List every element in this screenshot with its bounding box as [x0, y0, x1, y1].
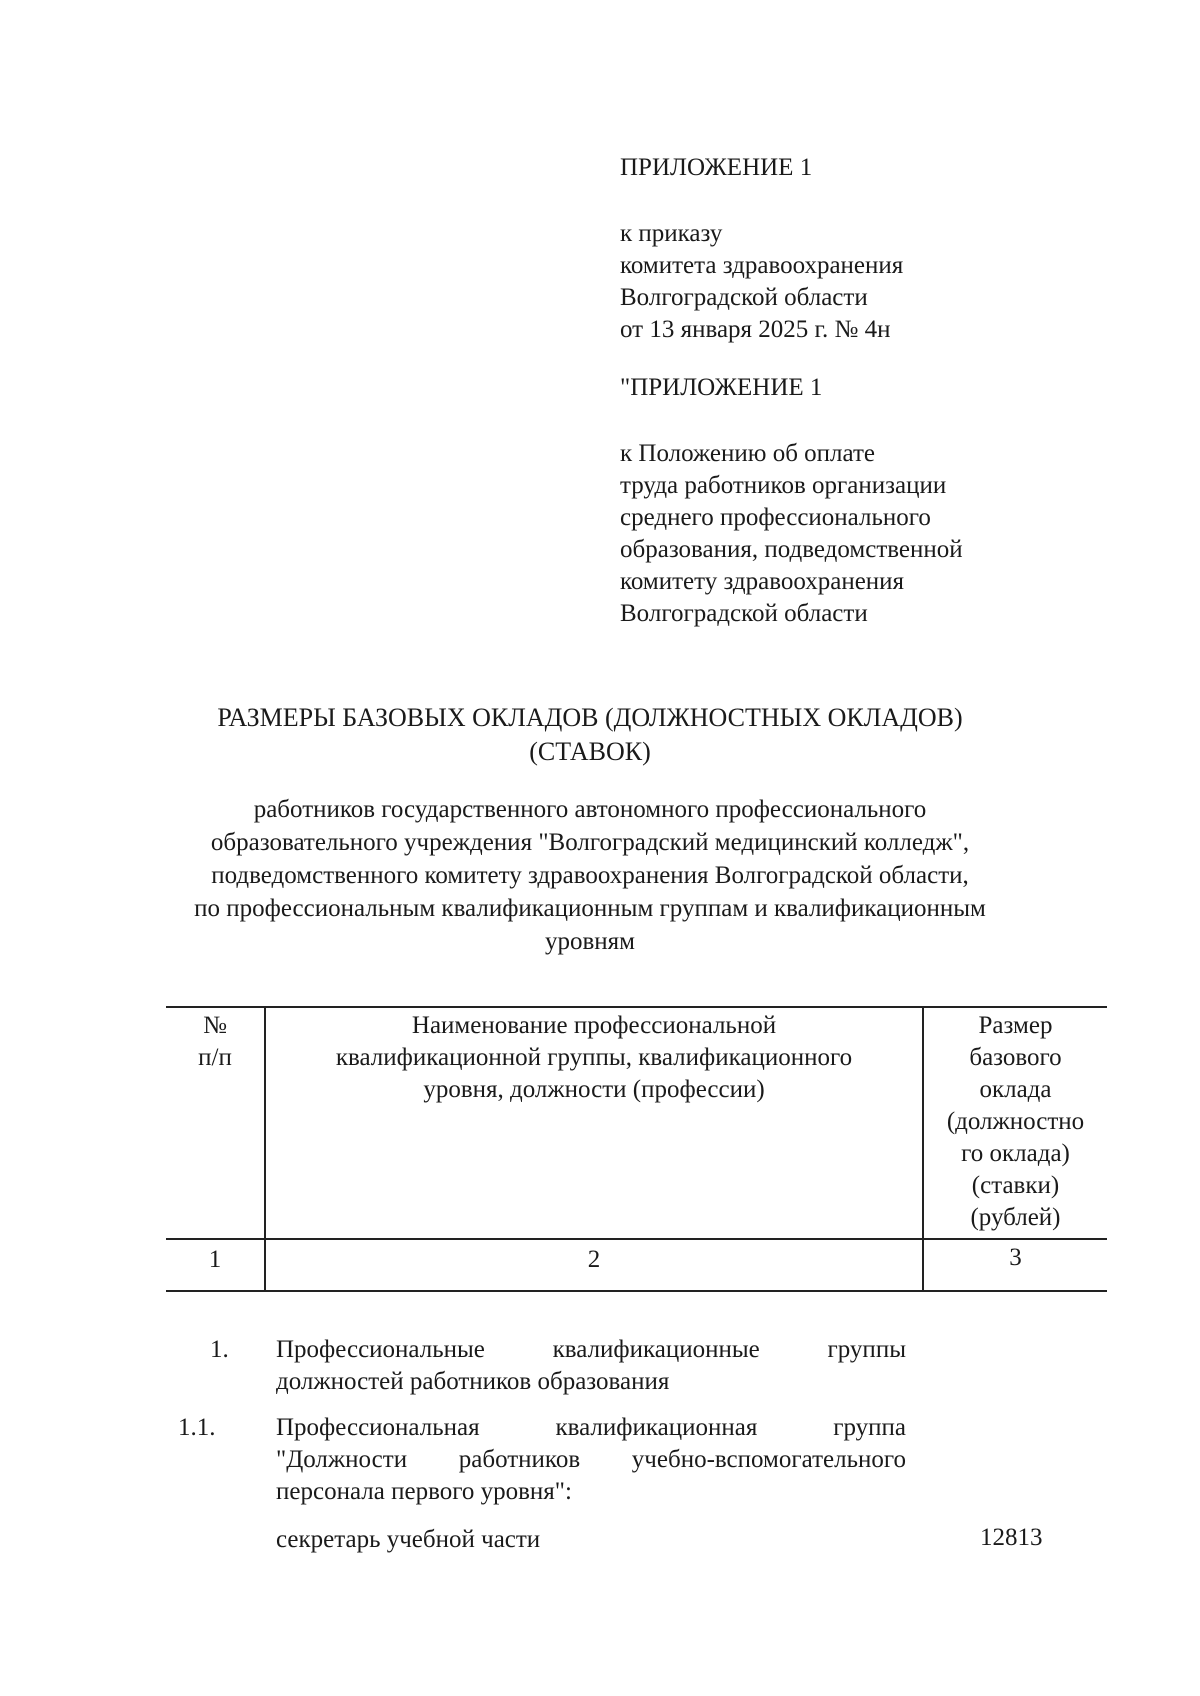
- header-group-line: Наименование профессиональной: [411, 1012, 777, 1039]
- header-number-line: №: [203, 1012, 227, 1039]
- regulation-appendix-title: "ПРИЛОЖЕНИЕ 1: [620, 374, 823, 401]
- column-number-1: 1: [208, 1246, 222, 1273]
- order-line: от 13 января 2025 г. № 4н: [620, 316, 891, 343]
- table-bottom-border: [166, 1290, 1107, 1292]
- regulation-line: образования, подведомственной: [620, 536, 963, 563]
- section-title-line: Профессиональные квалификационные группы: [276, 1336, 906, 1363]
- regulation-reference: [620, 438, 963, 630]
- header-salary-line: (рублей): [970, 1204, 1061, 1231]
- order-line: к приказу: [620, 220, 723, 247]
- appendix-title: ПРИЛОЖЕНИЕ 1: [620, 154, 813, 181]
- regulation-line: к Положению об оплате: [620, 440, 875, 467]
- subsection-title-line: "Должности работников учебно-вспомогательного: [276, 1446, 906, 1473]
- position-salary: 12813: [980, 1524, 1043, 1551]
- header-number: [166, 1010, 264, 1074]
- position-name: секретарь учебной части: [276, 1526, 541, 1553]
- subheading-line: по профессиональным квалификационным группам и квалификационным: [194, 895, 986, 922]
- header-salary-line: го оклада): [961, 1140, 1070, 1167]
- section-number: 1.: [210, 1336, 229, 1363]
- subsection-number: 1.1.: [178, 1414, 216, 1441]
- column-number-2: 2: [587, 1246, 601, 1273]
- salary-table-header: [166, 1006, 1107, 1291]
- subheading-line: работников государственного автономного профессионального: [253, 796, 927, 823]
- section-title-line: должностей работников образования: [276, 1368, 670, 1395]
- subheading-line: подведомственного комитету здравоохранения Волгоградской области,: [211, 862, 969, 889]
- subsection-title-line: Профессиональная квалификационная группа: [276, 1414, 906, 1441]
- document-heading: [140, 701, 1040, 769]
- subsection-title-line: персонала первого уровня":: [276, 1478, 572, 1505]
- header-salary-line: базового: [969, 1044, 1062, 1071]
- column-number-3: 3: [1009, 1244, 1022, 1271]
- subheading-line: уровням: [544, 928, 635, 955]
- regulation-line: комитету здравоохранения: [620, 568, 905, 595]
- heading-line: (СТАВОК): [529, 737, 651, 766]
- regulation-line: среднего профессионального: [620, 504, 931, 531]
- subsection-title: [276, 1412, 906, 1508]
- header-group-line: квалификационной группы, квалификационного: [335, 1044, 853, 1071]
- header-group-line: уровня, должности (профессии): [423, 1076, 765, 1103]
- order-line: комитета здравоохранения: [620, 252, 904, 279]
- header-number-line: п/п: [198, 1044, 232, 1071]
- regulation-line: труда работников организации: [620, 472, 947, 499]
- order-line: Волгоградской области: [620, 284, 868, 311]
- document-subheading: [140, 793, 1040, 958]
- table-row-divider: [166, 1238, 1107, 1240]
- subheading-line: образовательного учреждения "Волгоградский медицинский колледж",: [210, 829, 970, 856]
- order-reference: [620, 218, 903, 346]
- header-salary-line: (ставки): [971, 1172, 1060, 1199]
- header-salary-line: (должностно: [946, 1108, 1085, 1135]
- table-top-border: [166, 1006, 1107, 1008]
- section-title: [276, 1334, 906, 1398]
- heading-line: РАЗМЕРЫ БАЗОВЫХ ОКЛАДОВ (ДОЛЖНОСТНЫХ ОКЛАДОВ): [217, 703, 963, 732]
- regulation-line: Волгоградской области: [620, 600, 868, 627]
- header-group-name: [266, 1010, 922, 1106]
- header-salary-line: оклада: [979, 1076, 1052, 1103]
- header-salary: [924, 1010, 1107, 1234]
- header-salary-line: Размер: [978, 1012, 1053, 1039]
